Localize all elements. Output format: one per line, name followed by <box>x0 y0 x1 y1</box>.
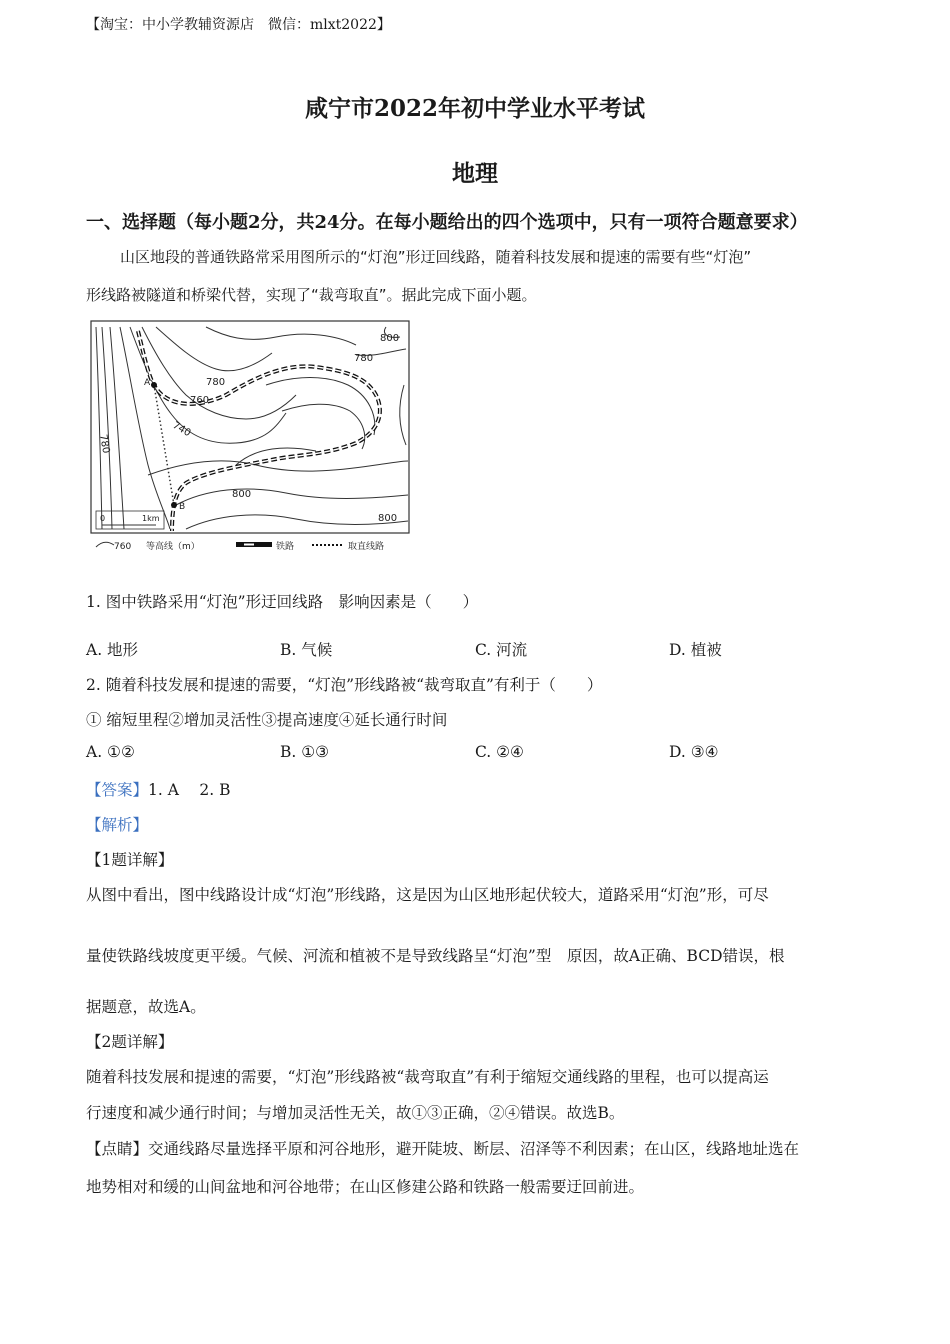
contour-label: 800 <box>232 489 252 500</box>
q2-items: ① 缩短里程②增加灵活性③提高速度④延长通行时间 <box>86 711 448 729</box>
q1-stem: 1. 图中铁路采用“灯泡”形迂回线路 影响因素是（ ） <box>86 593 479 611</box>
point-a-label: A <box>144 378 151 388</box>
answer-line <box>86 778 230 800</box>
detail2-line-1: 随着科技发展和提速的需要，“灯泡”形线路被“裁弯取直”有利于缩短交通线路的里程，也可以提高运 <box>86 1068 769 1086</box>
point-a <box>151 382 157 388</box>
legend-straight-text: 取直线路 <box>348 542 385 552</box>
intro-line-2: 形线路被隧道和桥梁代替，实现了“裁弯取直”。据此完成下面小题。 <box>86 286 537 304</box>
detail2-label: 【2题详解】 <box>86 1033 174 1051</box>
contour-label: 780 <box>354 353 374 364</box>
detail2-line-2: 行速度和减少通行时间；与增加灵活性无关，故①③正确，②④错误。故选B。 <box>86 1104 625 1122</box>
contour-label: 780 <box>97 433 112 455</box>
intro-line-1: 山区地段的普通铁路常采用图所示的“灯泡”形迂回线路，随着科技发展和提速的需要有些“灯泡” <box>120 248 752 266</box>
answer-text: 1. A 2. B <box>148 781 231 799</box>
point-b <box>171 502 177 508</box>
point-b-label: B <box>179 502 186 512</box>
section-heading: 一、选择题（每小题2分，共24分。在每小题给出的四个选项中，只有一项符合题意要求） <box>86 212 808 233</box>
q2-option-b: B. ①③ <box>280 743 330 761</box>
q1-option-d: D. 植被 <box>669 641 722 659</box>
detail1-line-1: 从图中看出，图中线路设计成“灯泡”形线路，这是因为山区地形起伏较大，道路采用“灯泡”形，可尽 <box>86 886 769 904</box>
legend-contour-text: 等高线（m） <box>146 542 200 552</box>
scale-zero: 0 <box>100 514 106 523</box>
contour-label: 780 <box>206 377 226 388</box>
detail1-label: 【1题详解】 <box>86 851 174 869</box>
legend-contour-value: 760 <box>114 542 132 552</box>
q1-option-a: A. 地形 <box>86 641 139 659</box>
analysis-label: 【解析】 <box>86 816 149 834</box>
legend-contour-symbol <box>96 542 114 547</box>
q2-option-c: C. ②④ <box>475 743 524 761</box>
q2-option-d: D. ③④ <box>669 743 719 761</box>
contour-label: 800 <box>380 333 400 344</box>
q1-option-c: C. 河流 <box>475 641 528 659</box>
detail1-line-3: 据题意，故选A。 <box>86 998 206 1016</box>
detail1-line-2: 量使铁路线坡度更平缓。气候、河流和植被不是导致线路呈“灯泡”型 原因，故A正确、BCD错误，根 <box>86 947 785 965</box>
q2-option-a: A. ①② <box>86 743 135 761</box>
exam-title: 咸宁市2022年初中学业水平考试 <box>304 95 645 122</box>
q1-option-b: B. 气候 <box>280 641 333 659</box>
tip-line-1: 【点睛】交通线路尽量选择平原和河谷地形，避开陡坡、断层、沼泽等不利因素；在山区，线路地址选在 <box>86 1140 800 1158</box>
contour-label: 740 <box>170 420 193 440</box>
legend-railway-text: 铁路 <box>276 542 295 552</box>
contour-map-figure <box>86 315 416 555</box>
scale-km: 1km <box>142 514 160 523</box>
contour-label: 800 <box>378 513 398 524</box>
contour-label: 760 <box>190 395 210 406</box>
page-header: 【淘宝：中小学教辅资源店 微信：mlxt2022】 <box>86 17 391 33</box>
answer-label: 【答案】 <box>86 781 149 799</box>
subject-title: 地理 <box>452 160 498 187</box>
q2-stem: 2. 随着科技发展和提速的需要，“灯泡”形线路被“裁弯取直”有利于（ ） <box>86 676 603 694</box>
tip-line-2: 地势相对和缓的山间盆地和河谷地带；在山区修建公路和铁路一般需要迂回前进。 <box>86 1178 645 1196</box>
